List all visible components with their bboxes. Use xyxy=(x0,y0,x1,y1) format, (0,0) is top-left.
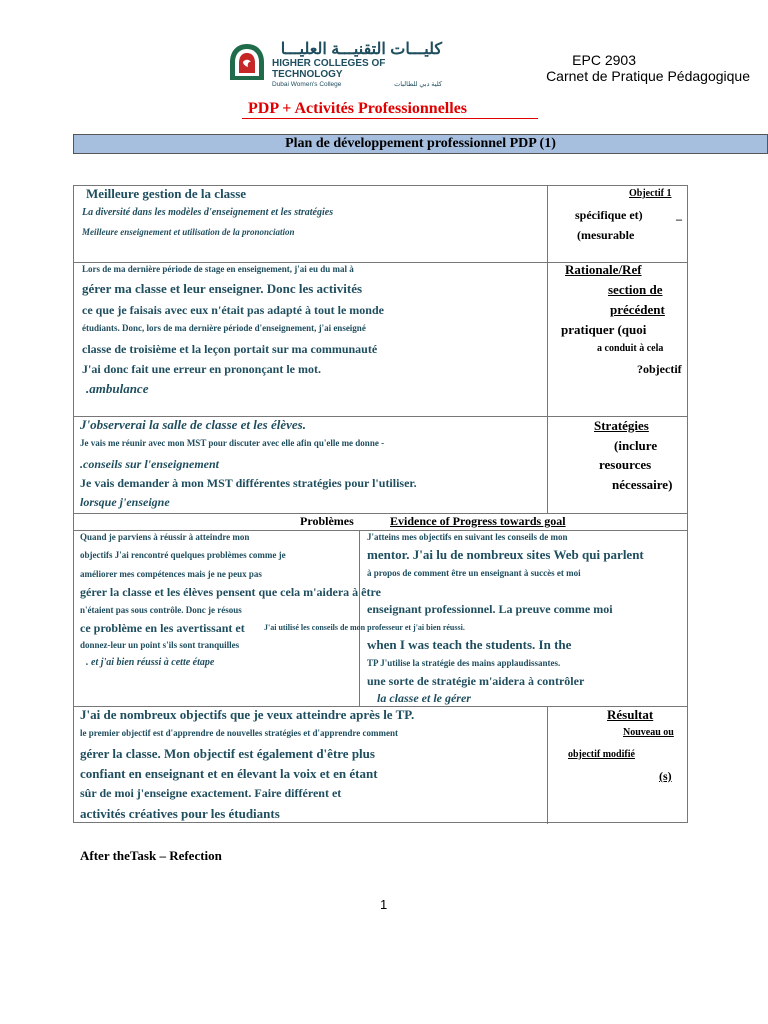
problems-heading: Problèmes xyxy=(300,514,354,528)
page-number: 1 xyxy=(380,897,388,912)
result-label: objectif modifié xyxy=(568,749,635,760)
course-title: Carnet de Pratique Pédagogique xyxy=(546,68,750,84)
logo-english: HIGHER COLLEGES OF TECHNOLOGY xyxy=(272,58,386,80)
objective-text: La diversité dans les modèles d'enseignement et les stratégies xyxy=(82,207,334,218)
objective-text: Meilleure enseignement et utilisation de la prononciation xyxy=(82,227,295,237)
problems-text: objectifs J'ai rencontré quelques problèmes comme je xyxy=(80,550,286,560)
strategies-label: nécessaire) xyxy=(612,477,673,492)
rationale-label: ?objectif xyxy=(637,362,682,376)
rationale-text: J'ai donc fait une erreur en prononçant le mot. xyxy=(82,362,321,376)
strategies-text: Je vais demander à mon MST différentes stratégies pour l'utiliser. xyxy=(80,476,417,490)
rationale-text: étudiants. Donc, lors de ma dernière période d'enseignement, j'ai enseigné xyxy=(82,323,366,333)
rationale-text: ce que je faisais avec eux n'était pas adapté à tout le monde xyxy=(82,303,384,317)
rationale-label: a conduit à cela xyxy=(597,343,664,354)
objective-label: _ xyxy=(676,208,682,222)
evidence-text: J'atteins mes objectifs en suivant les conseils de mon xyxy=(367,532,568,542)
problems-text: . et j'ai bien réussi à cette étape xyxy=(86,657,215,668)
rationale-label: Rationale/Ref xyxy=(565,262,642,277)
problems-text: J'ai utilisé les conseils de mon professeur et j'ai bien réussi. xyxy=(264,623,465,632)
logo-campus-ar: كلية دبي للطالبات xyxy=(394,81,442,88)
rationale-label: section de xyxy=(608,282,663,297)
course-code: EPC 2903 xyxy=(572,52,636,68)
after-task-heading: After theTask – Refection xyxy=(80,848,222,863)
evidence-text: à propos de comment être un enseignant à succès et moi xyxy=(367,568,581,578)
strategies-text: .conseils sur l'enseignement xyxy=(80,457,220,471)
column-divider xyxy=(547,186,548,513)
evidence-text: une sorte de stratégie m'aidera à contrôler xyxy=(367,674,585,688)
strategies-label: resources xyxy=(599,457,652,472)
problems-text: n'étaient pas sous contrôle. Donc je résous xyxy=(80,605,242,615)
objective-label: spécifique et) xyxy=(575,208,643,222)
logo-text xyxy=(272,42,442,89)
column-divider xyxy=(547,706,548,824)
rationale-text: classe de troisième et la leçon portait sur ma communauté xyxy=(82,342,378,356)
evidence-text: TP J'utilise la stratégie des mains applaudissantes. xyxy=(367,658,561,668)
result-text: confiant en enseignant et en élevant la voix et en étant xyxy=(80,766,378,781)
rationale-text: .ambulance xyxy=(86,381,149,396)
section-title: Plan de développement professionnel PDP (1) xyxy=(73,134,768,154)
pdp-table xyxy=(73,185,688,823)
objective-text: Meilleure gestion de la classe xyxy=(86,186,247,201)
result-text: gérer la classe. Mon objectif est également d'être plus xyxy=(80,746,375,761)
evidence-text: la classe et le gérer xyxy=(377,691,471,705)
rationale-label: précédent xyxy=(610,302,665,317)
evidence-text: when I was teach the students. In the xyxy=(367,637,572,652)
page-title: PDP + Activités Professionnelles xyxy=(242,100,538,119)
result-label: (s) xyxy=(659,769,672,783)
strategies-text: Je vais me réunir avec mon MST pour discuter avec elle afin qu'elle me donne - xyxy=(80,438,385,448)
logo-campus-en: Dubai Women's College xyxy=(272,81,342,88)
course-header xyxy=(530,52,750,84)
result-text: activités créatives pour les étudiants xyxy=(80,806,280,821)
rationale-label: pratiquer (quoi xyxy=(561,322,647,337)
evidence-text: enseignant professionnel. La preuve comme moi xyxy=(367,602,613,616)
problems-text: gérer la classe et les élèves pensent que cela m'aidera à être xyxy=(80,585,381,599)
problems-text: Quand je parviens à réussir à atteindre mon xyxy=(80,532,250,542)
result-label: Résultat xyxy=(607,707,654,722)
strategies-label: Stratégies xyxy=(594,418,649,433)
problems-text: ce problème en les avertissant et xyxy=(80,621,245,635)
result-label: Nouveau ou xyxy=(623,727,674,738)
problems-text: améliorer mes compétences mais je ne peux pas xyxy=(80,569,262,579)
strategies-text: J'observerai la salle de classe et les élèves. xyxy=(80,417,306,432)
rationale-text: Lors de ma dernière période de stage en enseignement, j'ai eu du mal à xyxy=(82,264,354,274)
evidence-text: mentor. J'ai lu de nombreux sites Web qui parlent xyxy=(367,547,644,562)
result-text: J'ai de nombreux objectifs que je veux atteindre après le TP. xyxy=(80,707,415,722)
hct-logo-icon xyxy=(226,42,268,82)
strategies-text: lorsque j'enseigne xyxy=(80,495,170,509)
objective-label: (mesurable xyxy=(577,228,635,242)
column-divider xyxy=(359,530,360,706)
rationale-text: gérer ma classe et leur enseigner. Donc les activités xyxy=(82,281,363,296)
evidence-heading: Evidence of Progress towards goal xyxy=(390,514,566,528)
strategies-label: (inclure xyxy=(614,438,658,453)
result-text: le premier objectif est d'apprendre de nouvelles stratégies et d'apprendre comment xyxy=(80,728,398,738)
result-text: sûr de moi j'enseigne exactement. Faire différent et xyxy=(80,786,342,800)
problems-text: donnez-leur un point s'ils sont tranquilles xyxy=(80,640,240,650)
logo-arabic: كليـــات التقنيـــة العليـــا xyxy=(280,41,442,58)
objective-label: Objectif 1 xyxy=(629,188,672,199)
